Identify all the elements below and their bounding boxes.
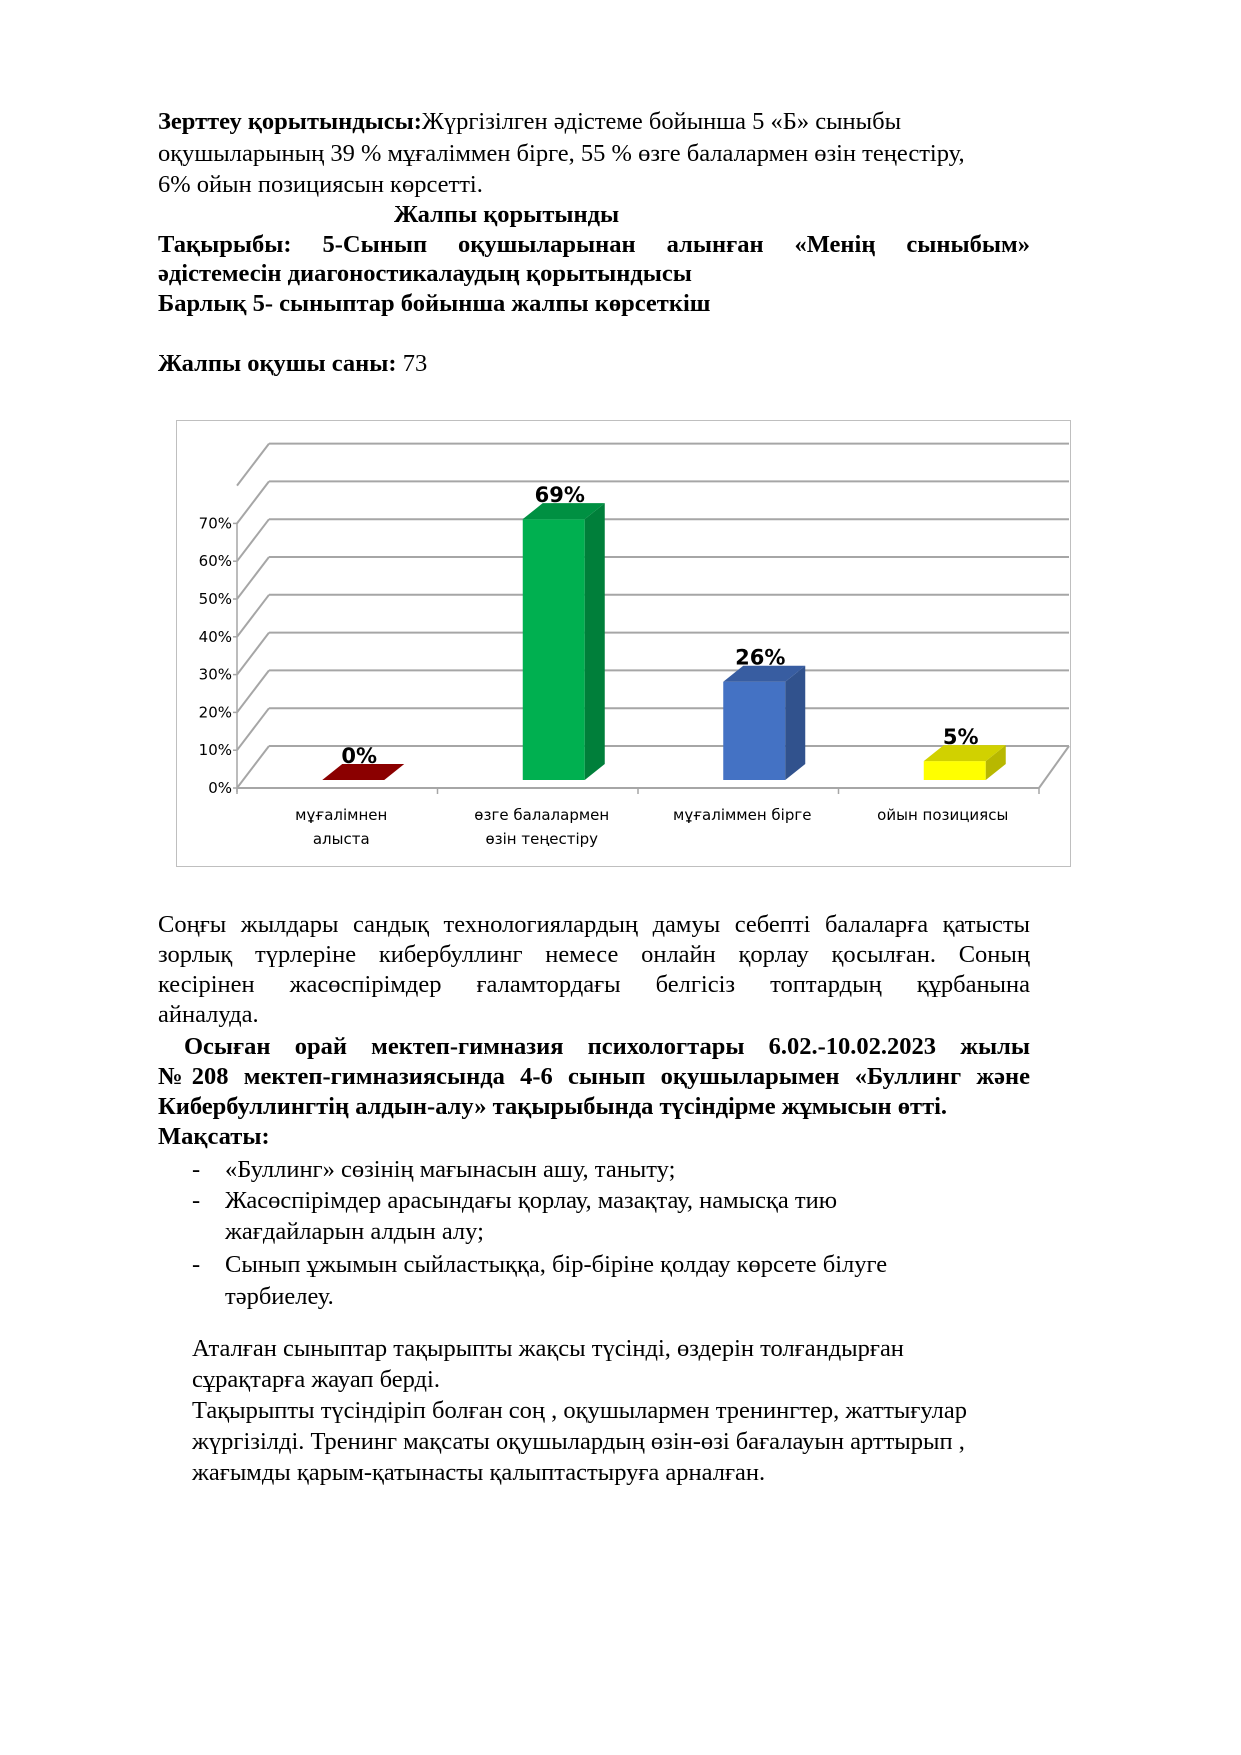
topic-word: оқушыларынан	[458, 231, 636, 258]
summary-heading: Жалпы қорытынды	[394, 201, 620, 228]
total-students-value: 73	[402, 350, 428, 377]
svg-text:0%: 0%	[341, 744, 378, 768]
chart-labels	[295, 483, 1008, 848]
svg-text:өзін теңестіру: өзін теңестіру	[485, 830, 599, 848]
svg-text:10%: 10%	[198, 741, 232, 760]
topic-word: 5-Сынып	[322, 231, 428, 258]
research-result-line2: оқушыларының 39 % мұғаліммен бірге, 55 % өзге балалармен өзін теңестіру,	[158, 140, 965, 167]
topic-word: сыныбым»	[906, 231, 1030, 258]
research-result-line3: 6% ойын позициясын көрсетті.	[158, 171, 483, 198]
research-result-text: Жүргізілген әдістеме бойынша 5 «Б» сыныбы	[421, 108, 902, 135]
topic-line2: әдістемесін диагоностикалаудың қорытындысы	[158, 260, 692, 287]
list-bullet: -	[192, 1187, 201, 1214]
topic-word: «Менің	[794, 231, 876, 258]
svg-text:5%: 5%	[942, 725, 979, 750]
bar-1	[523, 503, 605, 780]
svg-text:ойын позициясы: ойын позициясы	[877, 806, 1009, 824]
topic-word: алынған	[666, 231, 764, 258]
bar-2	[723, 666, 805, 780]
paragraph3-line2: сұрақтарға жауап берді.	[192, 1366, 440, 1393]
svg-text:40%: 40%	[198, 627, 232, 646]
paragraph1-line4: айналуда.	[158, 1001, 259, 1028]
svg-text:мұғалімнен: мұғалімнен	[295, 806, 388, 824]
list-bullet: -	[192, 1156, 201, 1183]
svg-text:20%: 20%	[198, 703, 232, 722]
svg-text:50%: 50%	[198, 590, 232, 608]
paragraph3-line3: Тақырыпты түсіндіріп болған соң , оқушылармен тренингтер, жаттығулар	[192, 1397, 967, 1424]
svg-text:60%: 60%	[198, 552, 232, 571]
paragraph1-line2: зорлық түрлеріне кибербуллинг немесе онлайн қорлау қосылған. Соның	[158, 941, 1030, 968]
paragraph3-line5: жағымды қарым-қатынасты қалыптастыруға арналған.	[192, 1459, 766, 1486]
paragraph2-line2: №208 мектеп-гимназиясында 4-6 сынып оқушыларымен «Буллинг және	[158, 1063, 1030, 1090]
research-result-label: Зерттеу қорытындысы:	[158, 108, 422, 135]
paragraph1-line1: Соңғы жылдары сандық технологиялардың дамуы себепті балаларға қатысты	[158, 911, 1030, 938]
goal-item-1: «Буллинг» сөзінің мағынасын ашу, таныту;	[225, 1156, 676, 1183]
paragraph2-line3: Кибербуллингтің алдын-алу» тақырыбында түсіндірме жұмысын өтті.	[158, 1093, 948, 1120]
svg-text:30%: 30%	[198, 665, 232, 684]
svg-text:0%: 0%	[208, 779, 232, 797]
paragraph3-line4: жүргізілді. Тренинг мақсаты оқушылардың өзін-өзі бағалауын арттырып ,	[192, 1428, 965, 1455]
paragraph2-line1: Осыған орай мектеп-гимназия психологтары 6.02.-10.02.2023 жылы	[184, 1033, 1030, 1060]
research-result-line1	[158, 105, 901, 139]
bar-chart	[176, 420, 1071, 867]
chart-bars	[322, 503, 1006, 780]
svg-text:70%: 70%	[198, 514, 232, 533]
goal-item-3-line1: Сынып ұжымын сыйластыққа, бір-біріне қолдау көрсете білуге	[225, 1251, 888, 1278]
goal-item-2-line2: жағдайларын алдын алу;	[225, 1218, 484, 1245]
goal-item-3-line2: тәрбиелеу.	[225, 1283, 334, 1310]
paragraph1-line3: кесірінен жасөспірімдер ғаламтордағы белгісіз топтардың құрбанына	[158, 971, 1030, 998]
goals-label: Мақсаты:	[158, 1123, 270, 1150]
total-students-line	[158, 347, 427, 381]
svg-text:26%: 26%	[735, 645, 786, 670]
chart-canvas	[177, 421, 1072, 868]
list-bullet: -	[192, 1251, 201, 1278]
bar-3	[924, 745, 1006, 780]
svg-text:өзге балалармен: өзге балалармен	[474, 806, 610, 824]
goal-item-2-line1: Жасөспірімдер арасындағы қорлау, мазақтау, намысқа тию	[225, 1187, 838, 1214]
svg-text:мұғаліммен бірге: мұғаліммен бірге	[673, 806, 812, 824]
svg-text:69%: 69%	[534, 483, 585, 508]
overall-indicator-line: Барлық 5- сыныптар бойынша жалпы көрсеткіш	[158, 290, 711, 317]
topic-word: Тақырыбы:	[158, 231, 292, 258]
paragraph3-line1: Аталған сыныптар тақырыпты жақсы түсінді, өздерін толғандырған	[192, 1335, 904, 1362]
total-students-label: Жалпы оқушы саны:	[158, 350, 397, 377]
svg-text:алыста: алыста	[312, 830, 370, 848]
